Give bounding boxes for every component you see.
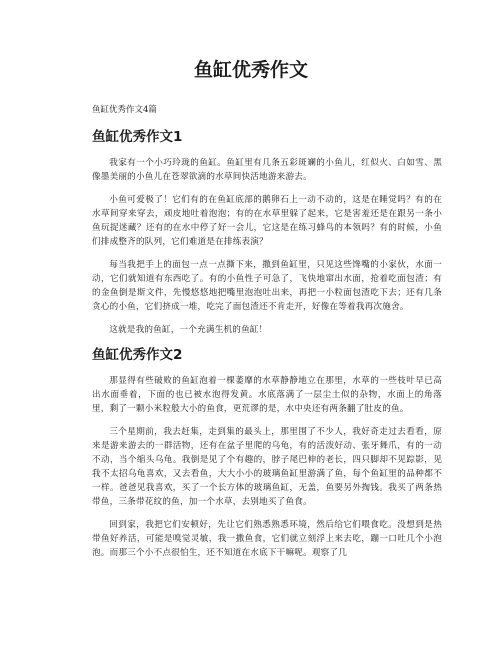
paragraph: 小鱼可爱极了！它们有的在鱼缸底部的鹅卵石上一动不动的，这是在睡觉吗？有的在水草间穿来穿去，顽皮地吐着泡泡；有的在水草里躲了起来，它是害羞还是在跟另一条小鱼玩捉迷藏？还有的在水中停了好一会儿，它这是在练习蜂鸟的本领吗？有的时候，小鱼们排成整齐的队列，它们难道是在排练表演？ [92,195,442,247]
document-subtitle: 鱼缸优秀作文4篇 [92,105,157,115]
essay-section-1 [92,128,442,337]
paragraph: 这就是我的鱼缸，一个充满生机的鱼缸！ [109,325,268,335]
paragraph: 每当我把手上的面包一点一点撕下来，撒到鱼缸里，只见这些馋嘴的小家伙，水面一动，它们就知道有东西吃了。有的小鱼性子可急了，飞快地窜出水面，抢着吃面包渣；有的金鱼倒是斯文件，先慢悠悠地把嘴里泡泡吐出来，再把一小粒面包渣吃下去；还有几条贪心的小鱼，它们挤成一堆，吃完了面包渣还不肯走开，好像在等着我再次施舍。 [92,260,442,312]
section-heading: 鱼缸优秀作文2 [92,347,183,363]
paragraph: 那显得有些破败的鱼缸泡着一棵萎靡的水草静静地立在那里，水草的一些枝叶早已高出水面垂着，下面的也已被水泡得发黄。水底落满了一层尘土似的杂物，水面上的角落里，剩了一颗小米粒般大小的鱼食，更荒谬的是，水中央还有两条翻了肚皮的鱼。 [92,376,442,414]
paragraph: 三个星期前，我去赶集，走到集的最头上，那里围了不少人，我好奇走过去看看，原来是游来游去的一群活物，还有在盆子里爬的乌龟，有的活泼好动、张牙舞爪，有的一动不动，当个缩头乌龟。我倒是见了个有趣的，脖子尾巴伸的老长，四只脚却不见踪影，见我不太招乌龟喜欢，又去看鱼，大大小小的玻璃鱼缸里游满了鱼，每个鱼缸里的品种都不一样。爸爸见我喜欢，买了一个长方体的玻璃鱼缸，无盖，鱼要另外掏钱。我买了两条热带鱼，三条带花纹的鱼，加一个水草，去别地买了鱼食。 [92,427,442,507]
paragraph: 回到家，我把它们安顿好，先让它们熟悉熟悉环境，然后给它们喂食吃。没想到是热带鱼好养活，可能是嗅觉灵敏，我一撒鱼食，它们就立刻浮上来去吃，蹦一口吐几个小泡泡。而那三个小不点很怕生，还不知道在水底下干嘛呢。观察了几 [92,520,442,558]
essay-section-2 [92,346,442,560]
section-heading: 鱼缸优秀作文1 [92,129,183,145]
document-title: 鱼缸优秀作文 [193,59,308,81]
paragraph: 我家有一个小巧玲珑的鱼缸。鱼缸里有几条五彩斑斓的小鱼儿，红似火、白如雪、黑像墨美丽的小鱼儿在苍翠欲滴的水草间快活地游来游去。 [92,158,442,182]
